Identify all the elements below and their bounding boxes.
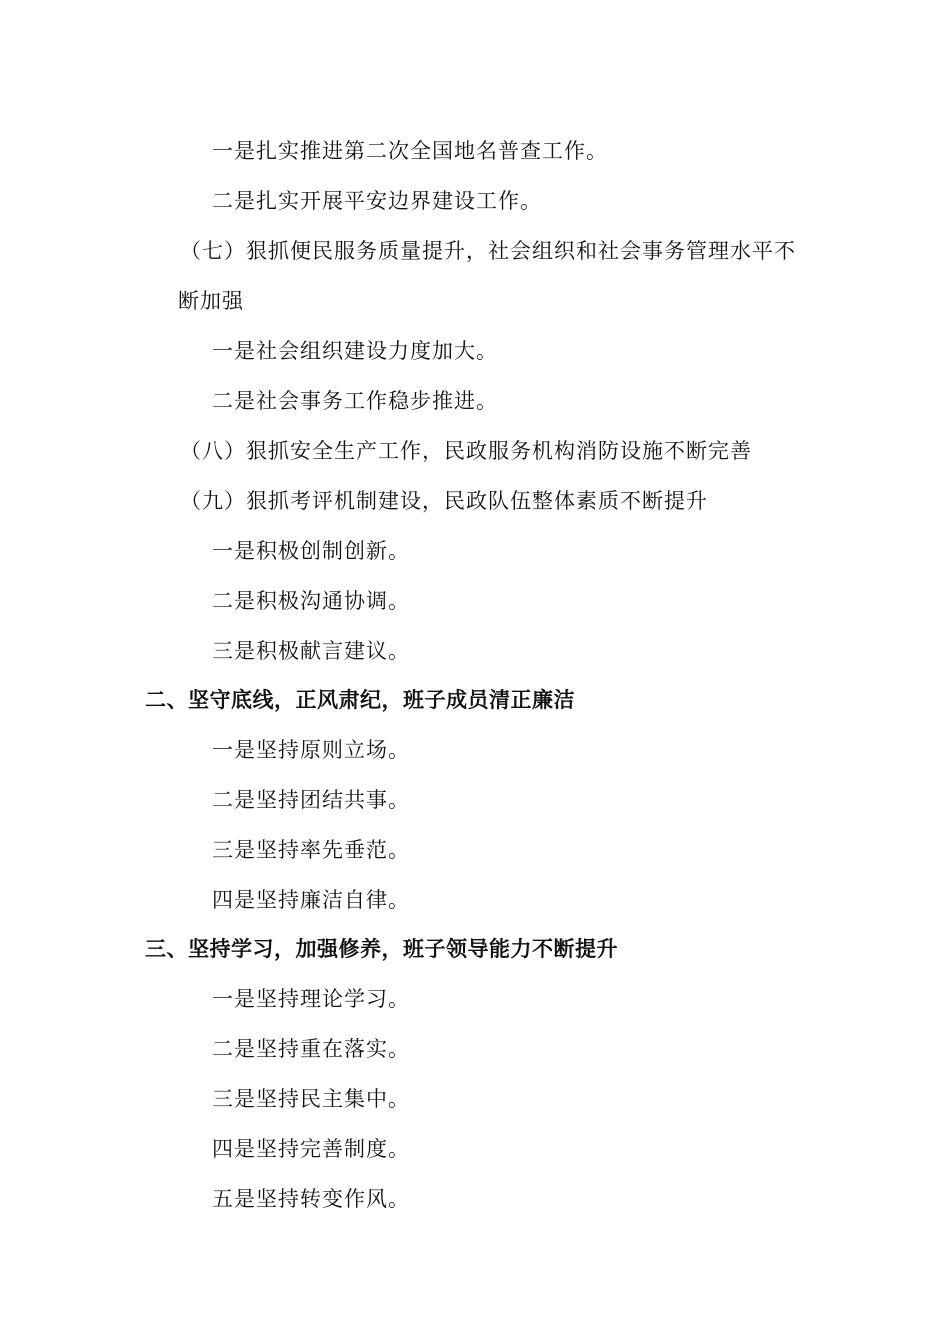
paragraph-line: 一是扎实推进第二次全国地名普查工作。 (212, 139, 608, 163)
paragraph-line: 五是坚持转变作风。 (212, 1187, 410, 1211)
paragraph-line: 二是积极沟通协调。 (212, 589, 410, 613)
paragraph-line: 四是坚持廉洁自律。 (212, 888, 410, 912)
paragraph-line: 一是社会组织建设力度加大。 (212, 339, 498, 363)
subsection-heading: （九）狠抓考评机制建设，民政队伍整体素质不断提升 (180, 489, 708, 513)
section-heading: 三、坚持学习，加强修养，班子领导能力不断提升 (145, 937, 618, 961)
section-heading: 二、坚守底线，正风肃纪，班子成员清正廉洁 (145, 688, 575, 712)
subsection-heading: （八）狠抓安全生产工作，民政服务机构消防设施不断完善 (180, 439, 752, 463)
subsection-heading: （七）狠抓便民服务质量提升，社会组织和社会事务管理水平不 (180, 239, 796, 263)
paragraph-line: 三是坚持率先垂范。 (212, 838, 410, 862)
paragraph-line: 一是坚持理论学习。 (212, 987, 410, 1011)
subsection-heading-continued: 断加强 (178, 289, 244, 313)
paragraph-line: 三是坚持民主集中。 (212, 1087, 410, 1111)
paragraph-line: 三是积极献言建议。 (212, 639, 410, 663)
paragraph-line: 一是坚持原则立场。 (212, 738, 410, 762)
paragraph-line: 二是坚持团结共事。 (212, 788, 410, 812)
paragraph-line: 四是坚持完善制度。 (212, 1137, 410, 1161)
paragraph-line: 一是积极创制创新。 (212, 539, 410, 563)
paragraph-line: 二是社会事务工作稳步推进。 (212, 389, 498, 413)
paragraph-line: 二是扎实开展平安边界建设工作。 (212, 189, 542, 213)
paragraph-line: 二是坚持重在落实。 (212, 1037, 410, 1061)
